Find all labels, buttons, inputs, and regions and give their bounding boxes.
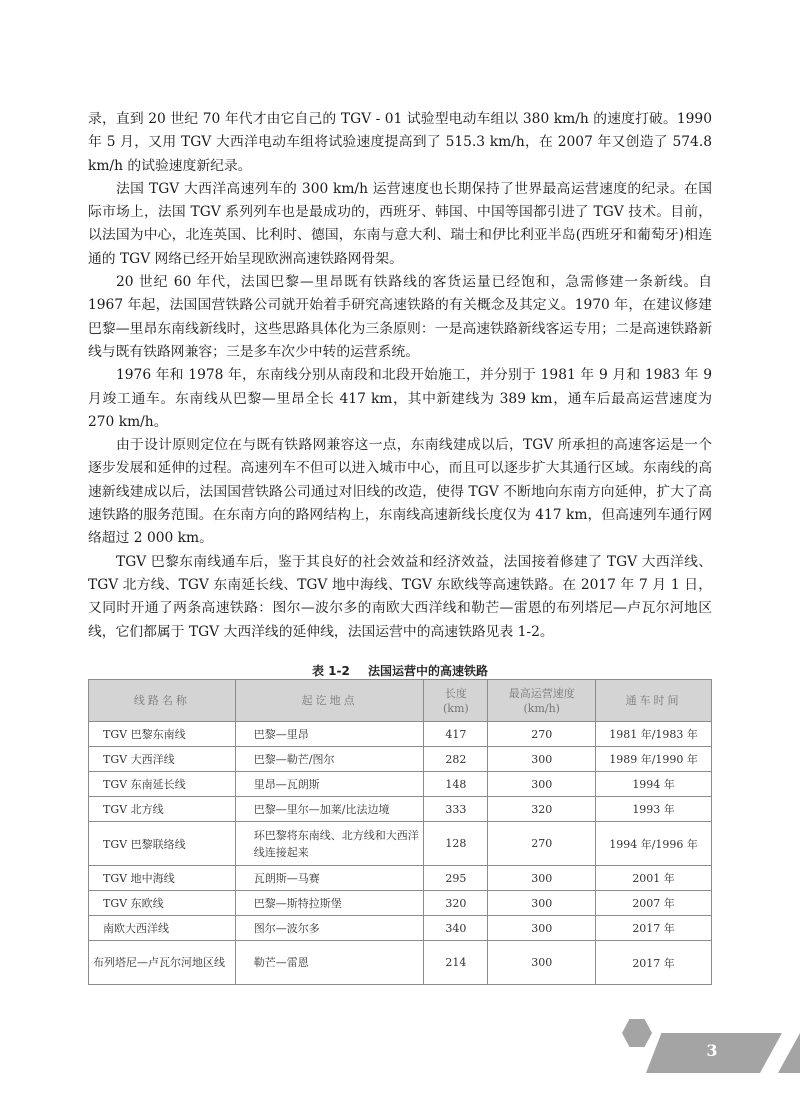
paragraph: TGV 巴黎东南线通车后，鉴于其良好的社会效益和经济效益，法国接着修建了 TGV 大西洋线、TGV 北方线、TGV 东南延长线、TGV 地中海线、TGV 东欧线等高速铁路。在 2017 年 7 月 1 日，又同时开通了两条高速铁路：图尔—波尔多的南欧大西洋线和勒芒—雷恩的布列塔尼—卢瓦尔河地区线，它们都属于 TGV 大西洋线的延伸线，法国运营中的高速铁路见表 1-2。 — [88, 553, 712, 640]
body-text — [88, 108, 712, 644]
cell-speed: 270 — [488, 722, 596, 747]
cell-opened: 1981 年/1983 年 — [596, 722, 712, 747]
cell-route: 巴黎—里昂 — [235, 722, 424, 747]
header-route: 起讫地点 — [235, 680, 424, 722]
cell-route: 图尔—波尔多 — [235, 916, 424, 941]
table-caption-title: 法国运营中的高速铁路 — [368, 664, 489, 678]
cell-length: 214 — [424, 941, 488, 985]
table-caption — [88, 662, 712, 679]
header-speed-unit: (km/h) — [523, 701, 560, 715]
cell-speed: 300 — [488, 891, 596, 916]
cell-speed: 300 — [488, 772, 596, 797]
cell-length: 333 — [424, 797, 488, 822]
cell-route: 巴黎—里尔—加莱/比法边境 — [235, 797, 424, 822]
cell-route: 瓦朗斯—马赛 — [235, 866, 424, 891]
cell-line: TGV 东欧线 — [89, 891, 236, 916]
cell-length: 128 — [424, 822, 488, 866]
cell-route: 环巴黎将东南线、北方线和大西洋线连接起来 — [235, 822, 424, 866]
cell-opened: 2001 年 — [596, 866, 712, 891]
table-row — [89, 916, 712, 941]
cell-speed: 320 — [488, 797, 596, 822]
paragraph: 20 世纪 60 年代，法国巴黎—里昂既有铁路线的客货运量已经饱和，急需修建一条新线。自 1967 年起，法国国营铁路公司就开始着手研究高速铁路的有关概念及其定义。1970 年，在建议修建巴黎—里昂东南线新线时，这些思路具体化为三条原则：一是高速铁路新线客运专用；二是高速铁路新线与既有铁路网兼容；三是多车次少中转的运营系统。 — [88, 274, 712, 360]
cell-length: 340 — [424, 916, 488, 941]
cell-length: 282 — [424, 747, 488, 772]
cell-opened: 1989 年/1990 年 — [596, 747, 712, 772]
cell-length: 295 — [424, 866, 488, 891]
cell-speed: 300 — [488, 941, 596, 985]
table-row — [89, 772, 712, 797]
cell-opened: 2017 年 — [596, 916, 712, 941]
cell-route: 巴黎—斯特拉斯堡 — [235, 891, 424, 916]
paragraph: 由于设计原则定位在与既有铁路网兼容这一点，东南线建成以后，TGV 所承担的高速客运是一个逐步发展和延伸的过程。高速列车不但可以进入城市中心，而且可以逐步扩大其通行区域。东南线的高速新线建成以后，法国国营铁路公司通过对旧线的改造，使得 TGV 不断地向东南方向延伸，扩大了高速铁路的服务范围。在东南方向的路网结构上，东南线高速新线长度仅为 417 km，但高速列车通行网络超过 2 000 km。 — [88, 437, 712, 547]
header-opened: 通车时间 — [596, 680, 712, 722]
cell-opened: 2017 年 — [596, 941, 712, 985]
cell-line: TGV 东南延长线 — [89, 772, 236, 797]
cell-opened: 1994 年 — [596, 772, 712, 797]
paragraph: 录，直到 20 世纪 70 年代才由它自己的 TGV - 01 试验型电动车组以 380 km/h 的速度打破。1990 年 5 月，又用 TGV 大西洋电动车组将试验速度提高到了 515.3 km/h，在 2007 年又创造了 574.8 km/h 的试验速度新纪录。 — [88, 111, 712, 174]
cell-opened: 1993 年 — [596, 797, 712, 822]
header-length-unit: (km) — [443, 701, 469, 715]
cell-line: TGV 地中海线 — [89, 866, 236, 891]
cell-route: 巴黎—勒芒/图尔 — [235, 747, 424, 772]
cell-speed: 300 — [488, 866, 596, 891]
table-row — [89, 866, 712, 891]
cell-line: TGV 巴黎东南线 — [89, 722, 236, 747]
cell-speed: 300 — [488, 747, 596, 772]
cell-length: 148 — [424, 772, 488, 797]
cell-route: 勒芒—雷恩 — [235, 941, 424, 985]
cell-line: TGV 大西洋线 — [89, 747, 236, 772]
table-row — [89, 822, 712, 866]
cell-speed: 300 — [488, 916, 596, 941]
cell-line: 南欧大西洋线 — [89, 916, 236, 941]
table-header-row — [89, 680, 712, 722]
header-line-name: 线路名称 — [89, 680, 236, 722]
table-row — [89, 747, 712, 772]
table-row — [89, 891, 712, 916]
cell-opened: 1994 年/1996 年 — [596, 822, 712, 866]
header-length-label: 长度 — [444, 686, 467, 700]
header-length — [424, 680, 488, 722]
header-speed — [488, 680, 596, 722]
header-speed-label: 最高运营速度 — [508, 686, 575, 700]
footer-hexagon-decoration — [622, 1019, 652, 1047]
cell-line: 布列塔尼—卢瓦尔河地区线 — [89, 941, 236, 985]
table-row — [89, 941, 712, 985]
table-row — [89, 722, 712, 747]
table-row — [89, 797, 712, 822]
paragraph: 1976 年和 1978 年，东南线分别从南段和北段开始施工，并分别于 1981 年 9 月和 1983 年 9 月竣工通车。东南线从巴黎—里昂全长 417 km，其中新建线为 389 km，通车后最高运营速度为 270 km/h。 — [88, 367, 712, 430]
cell-route: 里昂—瓦朗斯 — [235, 772, 424, 797]
paragraph: 法国 TGV 大西洋高速列车的 300 km/h 运营速度也长期保持了世界最高运营速度的纪录。在国际市场上，法国 TGV 系列列车也是最成功的，西班牙、韩国、中国等国都引进了 TGV 技术。目前，以法国为中心，北连英国、比利时、德国，东南与意大利、瑞士和伊比利亚半岛(西班牙和葡萄牙)相连通的 TGV 网络已经开始呈现欧洲高速铁路网骨架。 — [88, 180, 712, 267]
cell-line: TGV 巴黎联络线 — [89, 822, 236, 866]
table-caption-number: 表 1-2 — [311, 664, 350, 678]
cell-speed: 270 — [488, 822, 596, 866]
cell-opened: 2007 年 — [596, 891, 712, 916]
cell-line: TGV 北方线 — [89, 797, 236, 822]
cell-length: 320 — [424, 891, 488, 916]
page-number: 3 — [706, 1041, 718, 1060]
railway-table — [88, 679, 712, 985]
cell-length: 417 — [424, 722, 488, 747]
